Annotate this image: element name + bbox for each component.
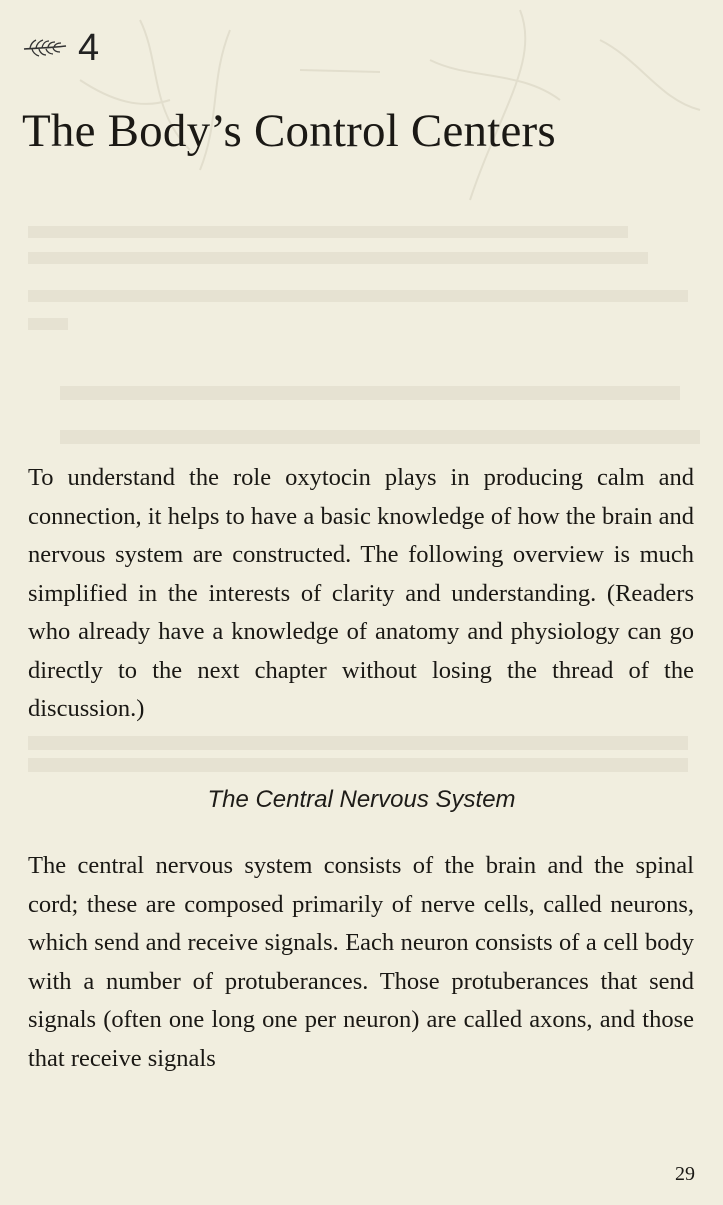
body-paragraph-1: To understand the role oxytocin plays in producing calm and connection, it helps to have a basic knowledge of how the brain and nervous system are constructed. The following overview is much simplified in the interests of clarity and understanding. (Readers who already have a knowledge of anatomy and physiology can go directly to the next chapter without losing the thread of the discussion.): [28, 464, 694, 722]
body-paragraph-2: The central nervous system consists of the brain and the spinal cord; these are composed primarily of nerve cells, called neurons, which send and receive signals. Each neuron consists of a cell body with a number of protuberances. Those protuberances that send signals (often one long one per neuron) are called axons, and those that receive signals: [28, 852, 694, 1072]
page-number: 29: [675, 1163, 695, 1185]
chapter-header: [22, 28, 99, 68]
section-heading: The Central Nervous System: [207, 786, 516, 813]
chapter-title: The Body’s Control Centers: [22, 105, 556, 157]
chapter-number: 4: [78, 27, 100, 69]
leaf-sprig-icon: [22, 35, 70, 61]
